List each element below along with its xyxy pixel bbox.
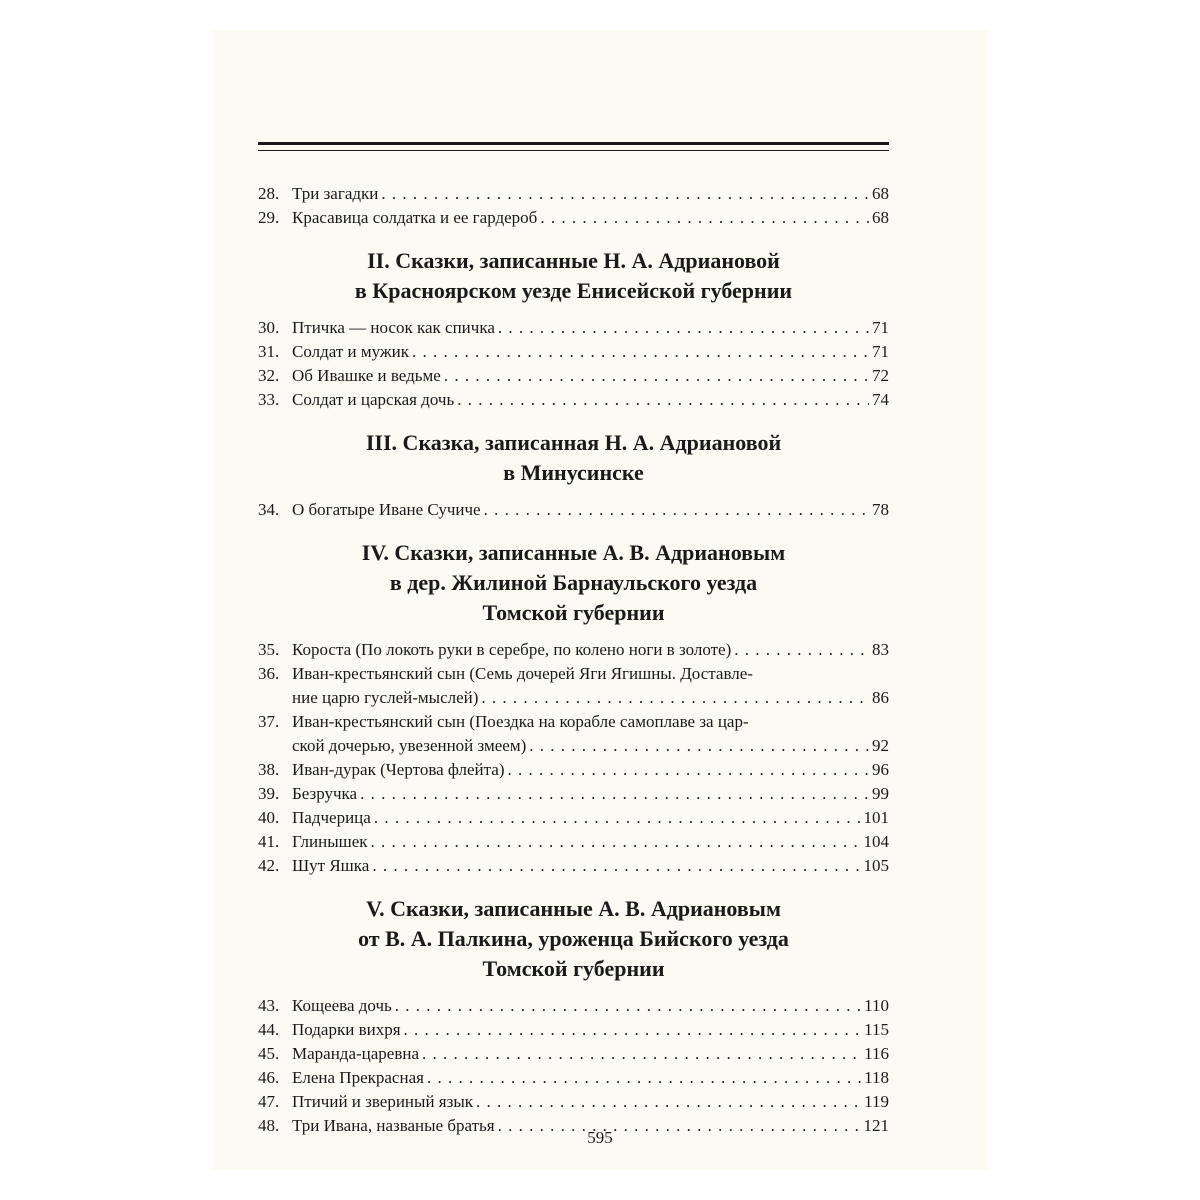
- entry-number: 43.: [258, 996, 280, 1015]
- toc-entry: [258, 388, 889, 412]
- entry-page: 110: [864, 996, 889, 1015]
- entry-number: 33.: [258, 390, 280, 409]
- toc-entry-line: [258, 364, 889, 388]
- entry-number: 31.: [258, 342, 280, 361]
- entry-number: 32.: [258, 366, 280, 385]
- entry-number: 28.: [258, 184, 280, 203]
- entry-number: 41.: [258, 832, 280, 851]
- header-rule-thick: [258, 142, 889, 145]
- toc-entry: [258, 638, 889, 662]
- toc-entry-line: [258, 182, 889, 206]
- entry-title: Подарки вихря: [292, 1020, 401, 1039]
- toc-entry: [258, 830, 889, 854]
- entry-title: Шут Яшка: [292, 856, 370, 875]
- section-heading-line: II. Сказки, записанные Н. А. Адриановой: [367, 248, 780, 273]
- entry-page: 83: [872, 640, 889, 659]
- entry-number: 47.: [258, 1092, 280, 1111]
- toc-entry-line: [258, 1042, 889, 1066]
- dot-leader: [540, 206, 869, 230]
- dot-leader: [457, 388, 869, 412]
- toc-entry-line: [258, 854, 889, 878]
- entry-number: 46.: [258, 1068, 280, 1087]
- entry-title: Три Ивана, названые братья: [292, 1116, 495, 1135]
- entry-title: Безручка: [292, 784, 358, 803]
- entry-page: 68: [872, 184, 889, 203]
- entry-title: Падчерица: [292, 808, 371, 827]
- entry-page: 99: [872, 784, 889, 803]
- dot-leader: [412, 340, 869, 364]
- toc-entry-line: [258, 686, 889, 710]
- toc-entry: [258, 498, 889, 522]
- dot-leader: [427, 1066, 861, 1090]
- dot-leader: [372, 854, 860, 878]
- dot-leader: [476, 1090, 861, 1114]
- toc-entry: [258, 316, 889, 340]
- section-heading: [258, 894, 889, 984]
- section-heading-line: в Красноярском уезде Енисейской губернии: [354, 278, 793, 303]
- dot-leader: [422, 1042, 861, 1066]
- toc-entry-line: [258, 710, 889, 734]
- toc-entry: [258, 994, 889, 1018]
- entry-page: 68: [872, 208, 889, 227]
- toc-entry-line: [258, 1090, 889, 1114]
- toc-entry-line: [258, 638, 889, 662]
- dot-leader: [381, 182, 869, 206]
- toc-entry-line: [258, 388, 889, 412]
- entry-page: 119: [864, 1092, 889, 1111]
- section-heading-line: Томской губернии: [482, 956, 665, 981]
- entry-title: Об Ивашке и ведьме: [292, 366, 441, 385]
- toc-entry: [258, 806, 889, 830]
- entry-number: 38.: [258, 760, 280, 779]
- entry-number: 45.: [258, 1044, 280, 1063]
- toc-entry-line: [258, 1066, 889, 1090]
- toc-entry: [258, 1066, 889, 1090]
- section-heading: [258, 538, 889, 628]
- entry-title: Иван-крестьянский сын (Поездка на корабле самоплаве за цар-: [292, 712, 749, 731]
- entry-page: 96: [872, 760, 889, 779]
- entry-number: 39.: [258, 784, 280, 803]
- entry-title: Красавица солдатка и ее гардероб: [292, 208, 538, 227]
- entry-title: Солдат и царская дочь: [292, 390, 455, 409]
- entry-title: Елена Прекрасная: [292, 1068, 424, 1087]
- dot-leader: [360, 782, 869, 806]
- toc-entry-line: [258, 340, 889, 364]
- header-rule-thin: [258, 150, 889, 151]
- toc-entry: [258, 758, 889, 782]
- dot-leader: [444, 364, 869, 388]
- entry-page: 71: [872, 342, 889, 361]
- toc-entry-line: [258, 206, 889, 230]
- dot-leader: [484, 498, 869, 522]
- entry-number: 36.: [258, 664, 280, 683]
- entry-number: 44.: [258, 1020, 280, 1039]
- dot-leader: [481, 686, 869, 710]
- dot-leader: [371, 830, 861, 854]
- section-heading-line: Томской губернии: [482, 600, 665, 625]
- section-heading-line: в Минусинске: [503, 460, 644, 485]
- entry-page: 104: [863, 832, 889, 851]
- entry-number: 37.: [258, 712, 280, 731]
- section-heading-line: от В. А. Палкина, уроженца Бийского уезда: [358, 926, 789, 951]
- toc-entry-line: [258, 758, 889, 782]
- section-heading: [258, 428, 889, 488]
- entry-title: Птичка — носок как спичка: [292, 318, 495, 337]
- toc-entry: [258, 854, 889, 878]
- entry-page: 86: [872, 688, 889, 707]
- entry-title: Маранда-царевна: [292, 1044, 420, 1063]
- entry-page: 78: [872, 500, 889, 519]
- toc-entry: [258, 1090, 889, 1114]
- toc-entry: [258, 206, 889, 230]
- entry-number: 35.: [258, 640, 280, 659]
- toc-section: [258, 538, 889, 878]
- entry-number: 48.: [258, 1116, 280, 1135]
- entry-page: 121: [863, 1116, 889, 1135]
- entry-title: Солдат и мужик: [292, 342, 410, 361]
- toc-entry-line: [258, 734, 889, 758]
- toc-entry-line: [258, 994, 889, 1018]
- entry-title-continued: ние царю гуслей-мыслей): [292, 688, 479, 707]
- toc-sections: [258, 246, 889, 1138]
- toc-entry-line: [258, 662, 889, 686]
- section-heading: [258, 246, 889, 306]
- toc-entry: [258, 340, 889, 364]
- entry-title: Иван-крестьянский сын (Семь дочерей Яги Ягишны. Доставле-: [292, 664, 753, 683]
- entry-page: 116: [864, 1044, 889, 1063]
- entry-page: 92: [872, 736, 889, 755]
- entry-title: Глинышек: [292, 832, 368, 851]
- toc-entry-line: [258, 498, 889, 522]
- dot-leader: [507, 758, 869, 782]
- dot-leader: [395, 994, 861, 1018]
- toc-intro-entries: [258, 182, 889, 230]
- toc-entry: [258, 182, 889, 206]
- entry-title: Короста (По локоть руки в серебре, по колено ноги в золоте): [292, 640, 732, 659]
- entry-title: О богатыре Иване Сучиче: [292, 500, 481, 519]
- entry-title: Иван-дурак (Чертова флейта): [292, 760, 505, 779]
- toc-entry-line: [258, 782, 889, 806]
- entry-number: 34.: [258, 500, 280, 519]
- entry-title: Птичий и звериный язык: [292, 1092, 474, 1111]
- entry-title: Три загадки: [292, 184, 379, 203]
- section-heading-line: IV. Сказки, записанные А. В. Адриановым: [361, 540, 786, 565]
- dot-leader: [529, 734, 869, 758]
- dot-leader: [374, 806, 861, 830]
- toc-section: [258, 428, 889, 522]
- entry-number: 42.: [258, 856, 280, 875]
- dot-leader: [734, 638, 869, 662]
- entry-title-continued: ской дочерью, увезенной змеем): [292, 736, 527, 755]
- toc-entry: [258, 710, 889, 758]
- toc-section: [258, 246, 889, 412]
- toc-entry: [258, 364, 889, 388]
- dot-leader: [404, 1018, 862, 1042]
- entry-page: 74: [872, 390, 889, 409]
- toc-entry: [258, 1018, 889, 1042]
- page-number: 595: [587, 1128, 613, 1147]
- entry-page: 101: [863, 808, 889, 827]
- entry-page: 118: [864, 1068, 889, 1087]
- toc-section: [258, 894, 889, 1138]
- entry-page: 72: [872, 366, 889, 385]
- toc-entry-line: [258, 806, 889, 830]
- section-heading-line: V. Сказки, записанные А. В. Адриановым: [366, 896, 781, 921]
- section-heading-line: в дер. Жилиной Барнаульского уезда: [389, 570, 758, 595]
- entry-number: 29.: [258, 208, 280, 227]
- dot-leader: [498, 316, 869, 340]
- toc-entry: [258, 662, 889, 710]
- entry-title: Кощеева дочь: [292, 996, 392, 1015]
- toc-entry-line: [258, 316, 889, 340]
- table-of-contents: [258, 182, 889, 1138]
- entry-page: 115: [864, 1020, 889, 1039]
- toc-entry-line: [258, 830, 889, 854]
- toc-entry-line: [258, 1018, 889, 1042]
- entry-page: 105: [863, 856, 889, 875]
- section-heading-line: III. Сказка, записанная Н. А. Адриановой: [365, 430, 782, 455]
- toc-entry: [258, 1042, 889, 1066]
- toc-entry: [258, 782, 889, 806]
- entry-number: 30.: [258, 318, 280, 337]
- entry-page: 71: [872, 318, 889, 337]
- entry-number: 40.: [258, 808, 280, 827]
